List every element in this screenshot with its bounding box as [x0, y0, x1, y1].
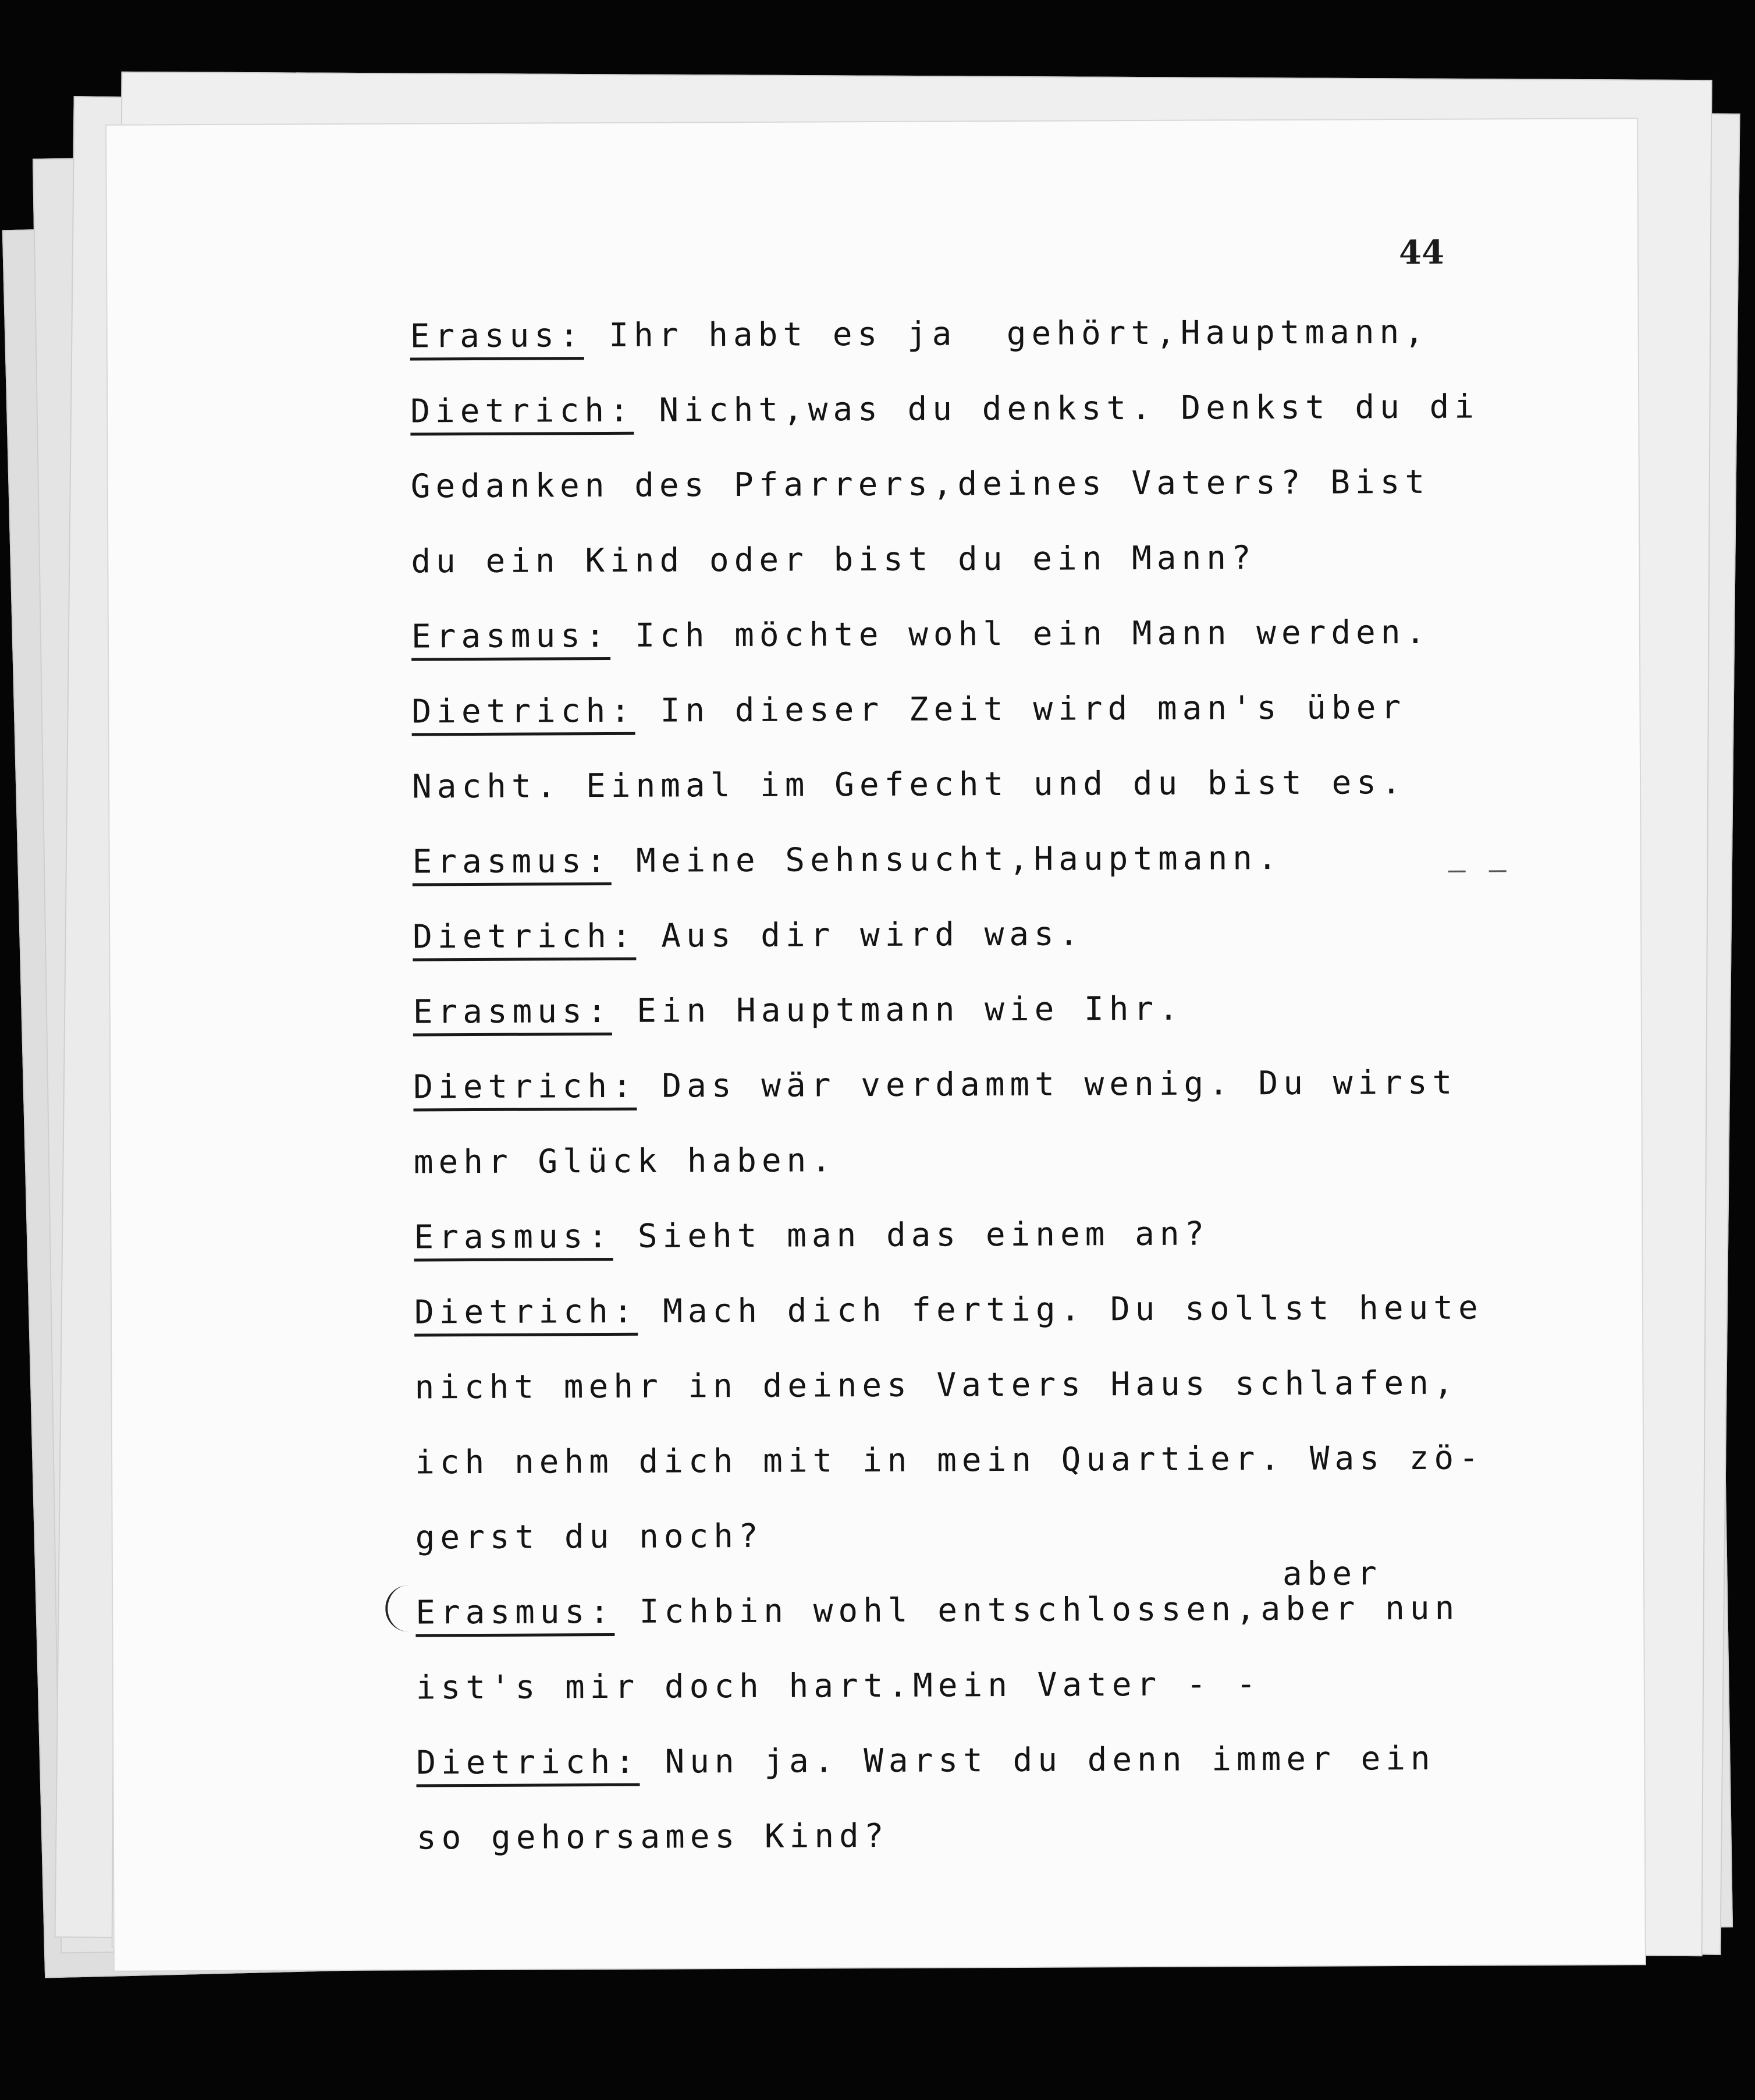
script-line	[412, 838, 1282, 883]
script-line	[414, 1287, 1483, 1333]
script-line	[415, 1588, 1459, 1634]
script-line	[410, 386, 1479, 432]
stray-mark	[1489, 870, 1507, 872]
stray-mark	[1448, 871, 1466, 872]
script-line	[415, 1516, 763, 1559]
dialogue-text: so gehorsames Kind?	[416, 1817, 889, 1857]
speaker-name: Erasmus:	[415, 1593, 614, 1637]
dialogue-text: du ein Kind oder bist du ein Mann?	[411, 539, 1256, 581]
dialogue-text: Aus dir wird was.	[636, 915, 1084, 955]
speaker-name: Dietrich:	[416, 1743, 640, 1787]
dialogue-text: ist's mir doch hart.Mein Vater - -	[415, 1665, 1262, 1707]
script-line	[413, 1063, 1457, 1108]
dialogue-text: mehr Glück haben.	[413, 1141, 837, 1182]
speaker-name: Erasmus:	[412, 842, 611, 886]
script-line	[413, 989, 1184, 1033]
dialogue-text: Das wär verdammt wenig. Du wirst	[637, 1063, 1458, 1105]
dialogue-text: gerst du noch?	[415, 1517, 763, 1557]
dialogue-text: Meine Sehnsucht,Hauptmann.	[611, 839, 1282, 880]
script-line	[411, 687, 1406, 732]
script-line	[416, 1664, 1262, 1708]
speaker-name: Dietrich:	[410, 392, 634, 436]
speaker-name: Dietrich:	[413, 1067, 637, 1112]
dialogue-text: ich nehm dich mit in mein Quartier. Was zö-	[414, 1439, 1484, 1482]
script-line	[412, 762, 1406, 807]
dialogue-text: Nicht,was du denkst. Denkst du di	[634, 388, 1480, 430]
script-line	[411, 462, 1430, 508]
margin-bracket-mark	[385, 1585, 411, 1631]
dialogue-text: Gedanken des Pfarrers,deines Vaters? Bist	[410, 463, 1430, 506]
speaker-name: Dietrich:	[413, 917, 637, 962]
page-number: 44	[1398, 233, 1445, 272]
script-line	[417, 1816, 889, 1859]
speaker-name: Erasmus:	[414, 1218, 613, 1261]
script-line	[414, 1363, 1458, 1409]
dialogue-text: Nun ja. Warst du denn immer ein	[640, 1739, 1436, 1781]
script-line	[416, 1739, 1436, 1784]
script-line	[411, 612, 1431, 658]
script-line	[413, 914, 1084, 957]
dialogue-text: In dieser Zeit wird man's über	[635, 689, 1406, 730]
typescript-page	[106, 119, 1645, 1970]
dialogue-text: Ein Hauptmann wie Ihr.	[612, 989, 1184, 1030]
dialogue-text: Ihr habt es ja gehört,Hauptmann,	[584, 313, 1430, 355]
script-line	[414, 1140, 836, 1183]
script-line	[415, 1438, 1484, 1483]
script-line	[414, 1214, 1209, 1258]
dialogue-text: Ich möchte wohl ein Mann werden.	[610, 613, 1431, 655]
dialogue-text: nicht mehr in deines Vaters Haus schlafen,	[414, 1364, 1459, 1407]
script-line	[411, 538, 1256, 582]
dialogue-text: Mach dich fertig. Du sollst heute	[638, 1289, 1483, 1331]
speaker-name: Dietrich:	[411, 692, 635, 736]
speaker-name: Dietrich:	[414, 1293, 638, 1337]
dialogue-text: Nacht. Einmal im Gefecht und du bist es.	[411, 764, 1406, 806]
speaker-name: Erasus:	[410, 317, 584, 360]
script-line	[410, 312, 1430, 357]
dialogue-text: Ichbin wohl entschlossen,aber nun	[614, 1589, 1460, 1631]
handwritten-correction: aber	[1282, 1555, 1382, 1593]
speaker-name: Erasmus:	[413, 992, 612, 1036]
dialogue-text: Sieht man das einem an?	[613, 1215, 1210, 1255]
speaker-name: Erasmus:	[411, 617, 610, 661]
